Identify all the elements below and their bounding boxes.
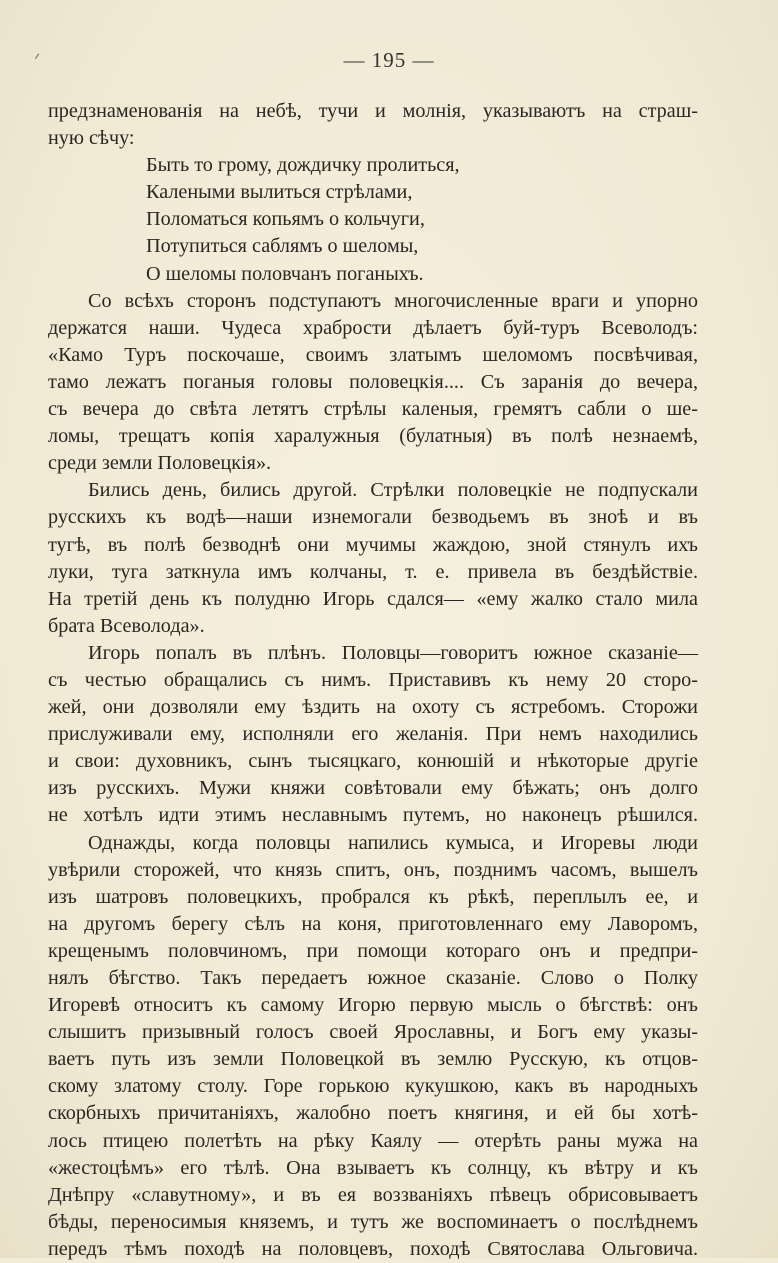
text-line: «Камо Туръ поскочаше, своимъ златымъ шеломомъ посвѣчивая, — [48, 343, 698, 366]
text-line: ную сѣчу: — [48, 127, 135, 150]
text-line: русскихъ къ водѣ—наши изнемогали безводьемъ въ зноѣ и въ — [48, 506, 698, 529]
text-line: передъ тѣмъ походѣ на половцевъ, походѣ Святослава Ольговича. — [48, 1237, 698, 1260]
page-number: — 195 — — [343, 48, 435, 72]
text-line: и свои: духовникъ, сынъ тысяцкаго, конюшій и нѣкоторые другіе — [48, 750, 698, 773]
text-line: Днѣпру «славутному», и въ ея воззваніяхъ пѣвецъ обрисовываетъ — [48, 1183, 698, 1206]
text-line: На третій день къ полудню Игорь сдался— «ему жалко стало мила — [48, 587, 698, 610]
text-line: предзнаменованія на небѣ, тучи и молнія, указываютъ на страш- — [48, 100, 698, 122]
verse-line: Поломаться копьямъ о кольчуги, — [146, 208, 425, 231]
text-line: на другомъ берегу сѣлъ на коня, приготовленнаго ему Лаворомъ, — [48, 912, 698, 935]
verse-line: О шеломы половчанъ поганыхъ. — [146, 262, 424, 285]
text-line: слышитъ призывный голосъ своей Ярославны, и Богъ ему указы- — [48, 1021, 698, 1044]
text-line: нялъ бѣгство. Такъ передаетъ южное сказаніе. Слово о Полку — [48, 967, 698, 989]
text-line: держатся наши. Чудеса храбрости дѣлаетъ буй-туръ Всеволодъ: — [48, 316, 698, 339]
text-line: скорбныхъ причитаніяхъ, жалобно поетъ княгиня, и ей бы хотѣ- — [48, 1102, 698, 1125]
verse-line: Потупиться саблямъ о шеломы, — [146, 235, 419, 258]
text-line: Игоревѣ относитъ къ самому Игорю первую мысль о бѣгствѣ: онъ — [48, 994, 698, 1017]
text-line: жей, они дозволяли ему ѣздить на охоту съ ястребомъ. Сторожи — [48, 696, 698, 719]
text-line: луки, туга заткнула имъ колчаны, т. е. привела въ бездѣйствіе. — [48, 560, 698, 583]
text-line: скому златому столу. Горе горькою кукушкою, какъ въ народныхъ — [48, 1075, 698, 1098]
text-line: тамо лежатъ поганыя головы половецкія.... Съ заранія до вечера, — [48, 370, 698, 393]
text-line: брата Всеволода». — [48, 614, 205, 637]
text-line: прислуживали ему, исполняли его желанія. При немъ находились — [48, 723, 698, 746]
text-line: увѣрили сторожей, что князь спитъ, онъ, позднимъ часомъ, вышелъ — [48, 858, 698, 881]
text-line: изъ шатровъ половецкихъ, пробрался къ рѣкѣ, переплылъ ее, и — [48, 885, 698, 908]
text-line: «жестоцѣмъ» его тѣлѣ. Она взываетъ къ солнцу, къ вѣтру и къ — [48, 1156, 698, 1179]
text-line: лось птицею полетѣть на рѣку Каялу — отерѣть раны мужа на — [48, 1129, 698, 1152]
text-line: Игорь попалъ въ плѣнъ. Половцы—говоритъ южное сказаніе— — [88, 641, 698, 664]
body-text — [48, 98, 698, 1263]
text-line: ломы, трещатъ копія харалужныя (булатныя) въ полѣ незнаемѣ, — [48, 425, 698, 448]
text-line: Со всѣхъ сторонъ подступаютъ многочисленные враги и упорно — [88, 289, 698, 312]
text-line: среди земли Половецкія». — [48, 452, 272, 475]
text-line: ваетъ путь изъ земли Половецкой въ землю Русскую, къ отцов- — [48, 1048, 698, 1071]
verse-line: Быть то грому, дождичку пролиться, — [146, 154, 460, 177]
text-line: Бились день, бились другой. Стрѣлки половецкіе не подпускали — [88, 479, 698, 502]
text-line: Однажды, когда половцы напились кумыса, и Игоревы люди — [88, 831, 698, 854]
verse-line: Калеными вылиться стрѣлами, — [146, 181, 413, 204]
text-line: изъ русскихъ. Мужи княжи совѣтовали ему бѣжать; онъ долго — [48, 777, 698, 800]
text-line: не хотѣлъ идти этимъ неславнымъ путемъ, но наконецъ рѣшился. — [48, 804, 698, 827]
text-line: крещенымъ половчиномъ, при помощи котораго онъ и предпри- — [48, 939, 698, 962]
text-line: съ честью обращались съ нимъ. Приставивъ къ нему 20 сторо- — [48, 668, 698, 691]
text-line: бѣды, переносимыя княземъ, и тутъ же воспоминаетъ о послѣднемъ — [48, 1210, 698, 1233]
text-line: съ вечера до свѣта летятъ стрѣлы каленыя, гремятъ сабли о ше- — [48, 398, 698, 421]
text-line: тугѣ, въ полѣ безводнѣ они мучимы жаждою, зной стянулъ ихъ — [48, 533, 698, 556]
